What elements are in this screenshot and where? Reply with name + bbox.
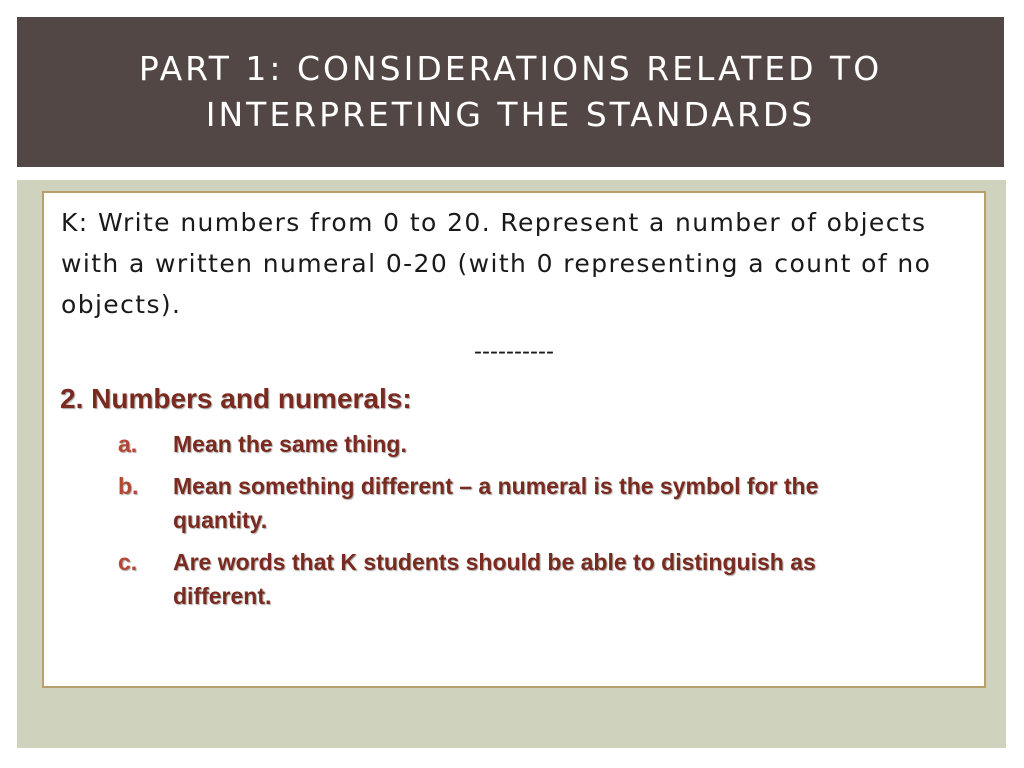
option-b (118, 469, 918, 537)
option-a-text: Mean the same thing. (173, 431, 407, 457)
slide-title-line-1: PART 1: CONSIDERATIONS RELATED TO (138, 49, 883, 88)
slide-title-line-2: INTERPRETING THE STANDARDS (205, 95, 816, 134)
standard-text: K: Write numbers from 0 to 20. Represent a number of objects with a written numeral 0-20 (with 0 representing a count of no objects). (61, 208, 932, 319)
option-b-letter: b. (118, 473, 139, 499)
question-heading: 2. Numbers and numerals: (60, 383, 412, 414)
option-a (118, 427, 918, 461)
divider (44, 338, 984, 366)
option-c-letter: c. (118, 549, 138, 575)
option-c-text: Are words that K students should be able to distinguish as different. (173, 549, 816, 609)
option-b-text: Mean something different – a numeral is the symbol for the quantity. (173, 473, 819, 533)
divider-text: ---------- (474, 338, 554, 365)
option-a-letter: a. (118, 431, 138, 457)
content-box (42, 191, 986, 688)
option-c (118, 545, 918, 613)
answer-options (118, 427, 918, 621)
title-bar (17, 17, 1004, 167)
